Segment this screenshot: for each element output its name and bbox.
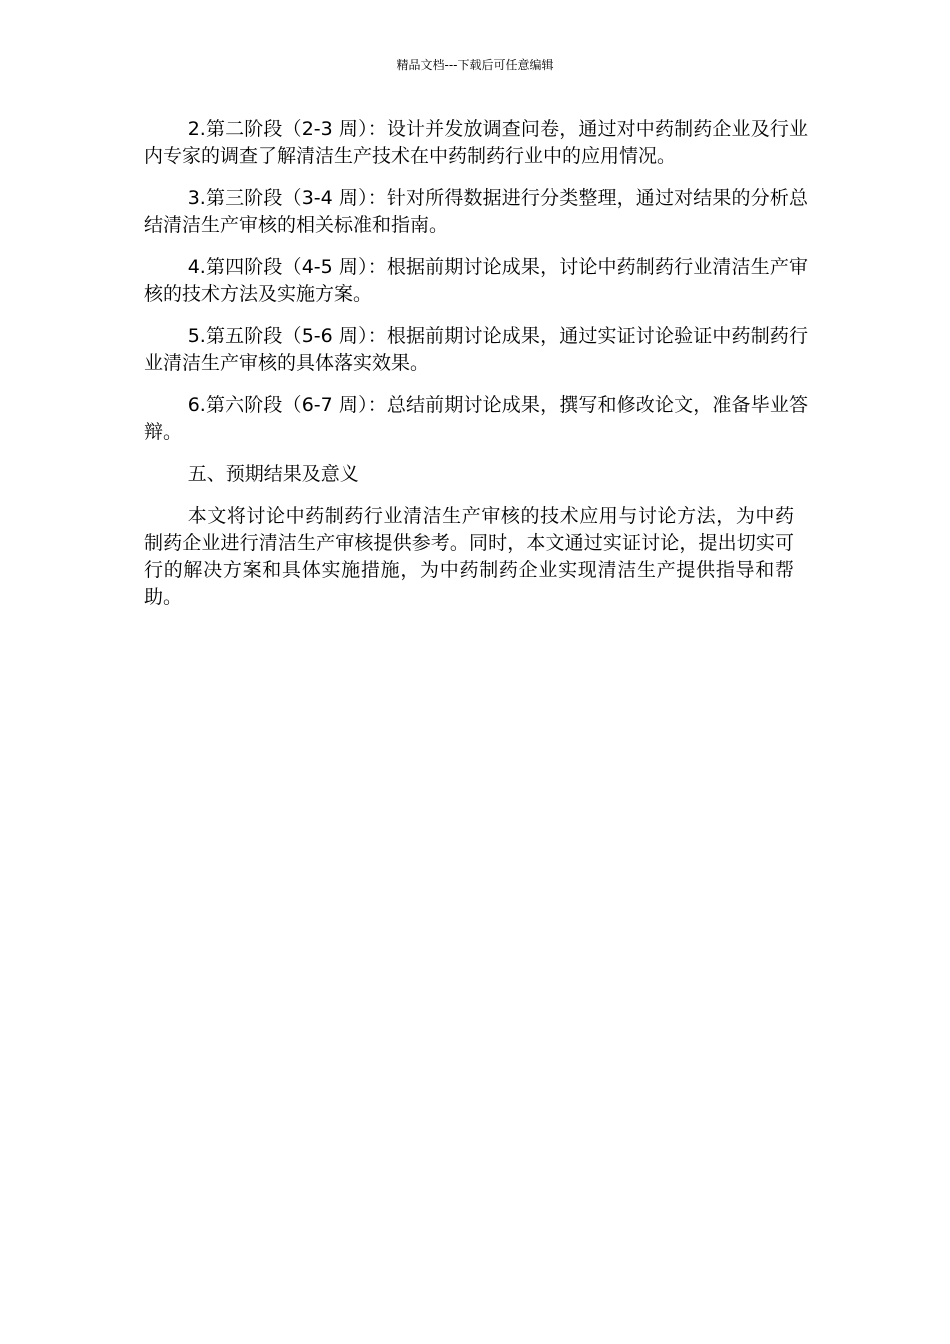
stage-5-paragraph: 5.第五阶段（5-6 周）：根据前期讨论成果，通过实证讨论验证中药制药行业清洁生产审核的具体落实效果。 xyxy=(144,325,808,374)
section-heading: 五、预期结果及意义 xyxy=(187,463,359,485)
stage-4-paragraph: 4.第四阶段（4-5 周）：根据前期讨论成果，讨论中药制药行业清洁生产审核的技术方法及实施方案。 xyxy=(144,256,808,305)
document-body xyxy=(144,116,808,611)
expected-results-paragraph: 本文将讨论中药制药行业清洁生产审核的技术应用与讨论方法，为中药制药企业进行清洁生产审核提供参考。同时，本文通过实证讨论，提出切实可行的解决方案和具体实施措施，为中药制药企业实现清洁生产提供指导和帮助。 xyxy=(144,505,794,608)
stage-2-paragraph: 2.第二阶段（2-3 周）：设计并发放调查问卷，通过对中药制药企业及行业内专家的调查了解清洁生产技术在中药制药行业中的应用情况。 xyxy=(144,118,808,167)
stage-6-paragraph: 6.第六阶段（6-7 周）：总结前期讨论成果，撰写和修改论文，准备毕业答辩。 xyxy=(144,394,808,443)
stage-3-paragraph: 3.第三阶段（3-4 周）：针对所得数据进行分类整理，通过对结果的分析总结清洁生产审核的相关标准和指南。 xyxy=(144,187,808,236)
page-header: 精品文档---下载后可任意编辑 xyxy=(396,58,554,72)
